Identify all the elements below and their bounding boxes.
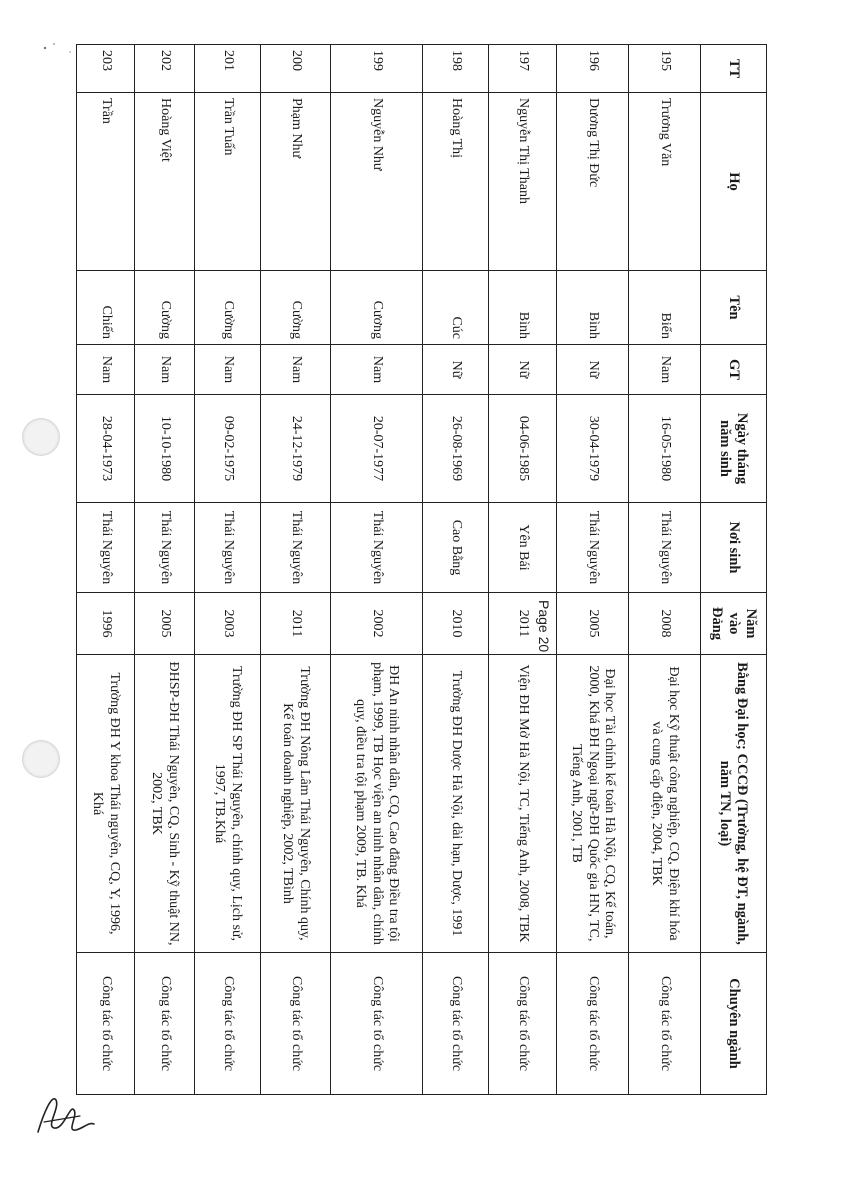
- cell-ten: Cường: [261, 271, 331, 345]
- cell-ngay-sinh: 10-10-1980: [135, 395, 195, 503]
- header-ngay-sinh: Ngày tháng năm sinh: [701, 395, 767, 503]
- cell-gt: Nam: [195, 345, 261, 395]
- cell-nam-dang: 1996: [77, 593, 135, 655]
- cell-gt: Nam: [331, 345, 423, 395]
- cell-noi-sinh: Yên Bái: [489, 503, 557, 593]
- cell-noi-sinh: Thái Nguyên: [195, 503, 261, 593]
- table-header-row: [701, 45, 767, 1095]
- cell-ngay-sinh: 16-05-1980: [629, 395, 701, 503]
- cell-ho: Hoàng Việt: [135, 93, 195, 271]
- cell-ten: Cúc: [423, 271, 489, 345]
- cell-ten: Bình: [489, 271, 557, 345]
- header-ten: Tên: [701, 271, 767, 345]
- cell-chuyen-nganh: Công tác tổ chức: [423, 953, 489, 1095]
- cell-nam-dang: 2011: [489, 593, 557, 655]
- cell-nam-dang: 2005: [135, 593, 195, 655]
- header-nam-dang: Năm vào Đảng: [701, 593, 767, 655]
- cell-noi-sinh: Thái Nguyên: [629, 503, 701, 593]
- cell-tt: 196: [557, 45, 629, 93]
- cell-bang: Trường ĐH Nông Lâm Thái Nguyên, Chính quy, Kế toán doanh nghiệp, 2002, TBình: [261, 655, 331, 953]
- cell-bang: Trường ĐH Dược Hà Nội, dài hạn, Dược, 1991: [423, 655, 489, 953]
- rotated-table-container: [77, 44, 767, 1094]
- cell-bang: Trường ĐH Y khoa Thái nguyên, CQ, Y, 1996, Khá: [77, 655, 135, 953]
- cell-ngay-sinh: 30-04-1979: [557, 395, 629, 503]
- cell-ho: Phạm Như: [261, 93, 331, 271]
- cell-gt: Nữ: [423, 345, 489, 395]
- punch-hole: [22, 418, 60, 456]
- cell-ten: Cương: [331, 271, 423, 345]
- cell-gt: Nam: [77, 345, 135, 395]
- cell-noi-sinh: Cao Bằng: [423, 503, 489, 593]
- cell-ten: Cường: [135, 271, 195, 345]
- cell-tt: 199: [331, 45, 423, 93]
- cell-gt: Nữ: [557, 345, 629, 395]
- cell-gt: Nam: [261, 345, 331, 395]
- cell-chuyen-nganh: Công tác tổ chức: [331, 953, 423, 1095]
- cell-ho: Trương Văn: [629, 93, 701, 271]
- cell-noi-sinh: Thái Nguyên: [135, 503, 195, 593]
- signature-icon: [30, 1082, 100, 1142]
- header-gt: GT: [701, 345, 767, 395]
- cell-gt: Nam: [629, 345, 701, 395]
- cell-noi-sinh: Thái Nguyên: [261, 503, 331, 593]
- cell-ho: Trần Tuấn: [195, 93, 261, 271]
- cell-ten: Bình: [557, 271, 629, 345]
- table-row: [423, 45, 489, 1095]
- staff-table: [76, 44, 767, 1095]
- cell-nam-dang: 2003: [195, 593, 261, 655]
- cell-ngay-sinh: 09-02-1975: [195, 395, 261, 503]
- header-tt: TT: [701, 45, 767, 93]
- cell-chuyen-nganh: Công tác tổ chức: [261, 953, 331, 1095]
- table-row: [77, 45, 135, 1095]
- cell-tt: 200: [261, 45, 331, 93]
- cell-chuyen-nganh: Công tác tổ chức: [195, 953, 261, 1095]
- table-row: [629, 45, 701, 1095]
- cell-tt: 195: [629, 45, 701, 93]
- cell-gt: Nữ: [489, 345, 557, 395]
- table-row: [489, 45, 557, 1095]
- table-row: [557, 45, 629, 1095]
- table-row: [195, 45, 261, 1095]
- cell-ngay-sinh: 24-12-1979: [261, 395, 331, 503]
- cell-bang: ĐHSP-ĐH Thái Nguyên, CQ, Sinh - Kỹ thuật NN, 2002, TBK: [135, 655, 195, 953]
- table-row: [331, 45, 423, 1095]
- header-chuyen-nganh: Chuyên ngành: [701, 953, 767, 1095]
- table-row: [261, 45, 331, 1095]
- cell-gt: Nam: [135, 345, 195, 395]
- cell-chuyen-nganh: Công tác tổ chức: [557, 953, 629, 1095]
- cell-tt: 203: [77, 45, 135, 93]
- cell-nam-dang: 2008: [629, 593, 701, 655]
- cell-tt: 198: [423, 45, 489, 93]
- cell-chuyen-nganh: Công tác tổ chức: [629, 953, 701, 1095]
- cell-ho: Dương Thị Đức: [557, 93, 629, 271]
- cell-chuyen-nganh: Công tác tổ chức: [489, 953, 557, 1095]
- cell-tt: 202: [135, 45, 195, 93]
- header-bang: Bằng Đại học; CCCĐ (Trường, hệ ĐT, ngành, năm TN, loại): [701, 655, 767, 953]
- cell-noi-sinh: Thái Nguyên: [331, 503, 423, 593]
- cell-nam-dang: 2002: [331, 593, 423, 655]
- cell-ngay-sinh: 04-06-1985: [489, 395, 557, 503]
- table-row: [135, 45, 195, 1095]
- cell-bang: Đại học Tài chính kế toán Hà Nội, CQ, Kế toán, 2000, Khá ĐH Ngoại ngữ-ĐH Quốc gia HN, TC, Tiếng Anh, 2001, TB: [557, 655, 629, 953]
- cell-nam-dang: 2010: [423, 593, 489, 655]
- cell-nam-dang: 2011: [261, 593, 331, 655]
- cell-ho: Nguyễn Như: [331, 93, 423, 271]
- cell-ten: Biển: [629, 271, 701, 345]
- header-ho: Họ: [701, 93, 767, 271]
- cell-ten: Cường: [195, 271, 261, 345]
- cell-bang: Trường ĐH SP Thái Nguyên, chính quy, Lịch sử, 1997, TB.Khá: [195, 655, 261, 953]
- cell-chuyen-nganh: Công tác tổ chức: [77, 953, 135, 1095]
- cell-bang: Đại học Kỹ thuật công nghiệp, CQ, Điện khí hóa và cung cấp điện, 2004, TBK: [629, 655, 701, 953]
- cell-nam-dang: 2005: [557, 593, 629, 655]
- cell-ten: Chiến: [77, 271, 135, 345]
- punch-hole: [22, 740, 60, 778]
- header-noi-sinh: Nơi sinh: [701, 503, 767, 593]
- cell-ho: Nguyễn Thị Thanh: [489, 93, 557, 271]
- cell-bang: ĐH An ninh nhân dân, CQ, Cao đẳng Điều tra tội phạm, 1999, TB Học viện an ninh nhân dân, chính quy, điều tra tội phạm 2009, TB. Khá: [331, 655, 423, 953]
- page-number: Page 20: [536, 600, 552, 653]
- cell-tt: 197: [489, 45, 557, 93]
- cell-noi-sinh: Thái Nguyên: [557, 503, 629, 593]
- cell-ngay-sinh: 26-08-1969: [423, 395, 489, 503]
- cell-noi-sinh: Thái Nguyên: [77, 503, 135, 593]
- cell-ngay-sinh: 20-07-1977: [331, 395, 423, 503]
- cell-ho: Trần: [77, 93, 135, 271]
- cell-ngay-sinh: 28-04-1973: [77, 395, 135, 503]
- cell-bang: Viện ĐH Mở Hà Nội, TC, Tiếng Anh, 2008, TBK: [489, 655, 557, 953]
- cell-ho: Hoàng Thị: [423, 93, 489, 271]
- cell-tt: 201: [195, 45, 261, 93]
- cell-chuyen-nganh: Công tác tổ chức: [135, 953, 195, 1095]
